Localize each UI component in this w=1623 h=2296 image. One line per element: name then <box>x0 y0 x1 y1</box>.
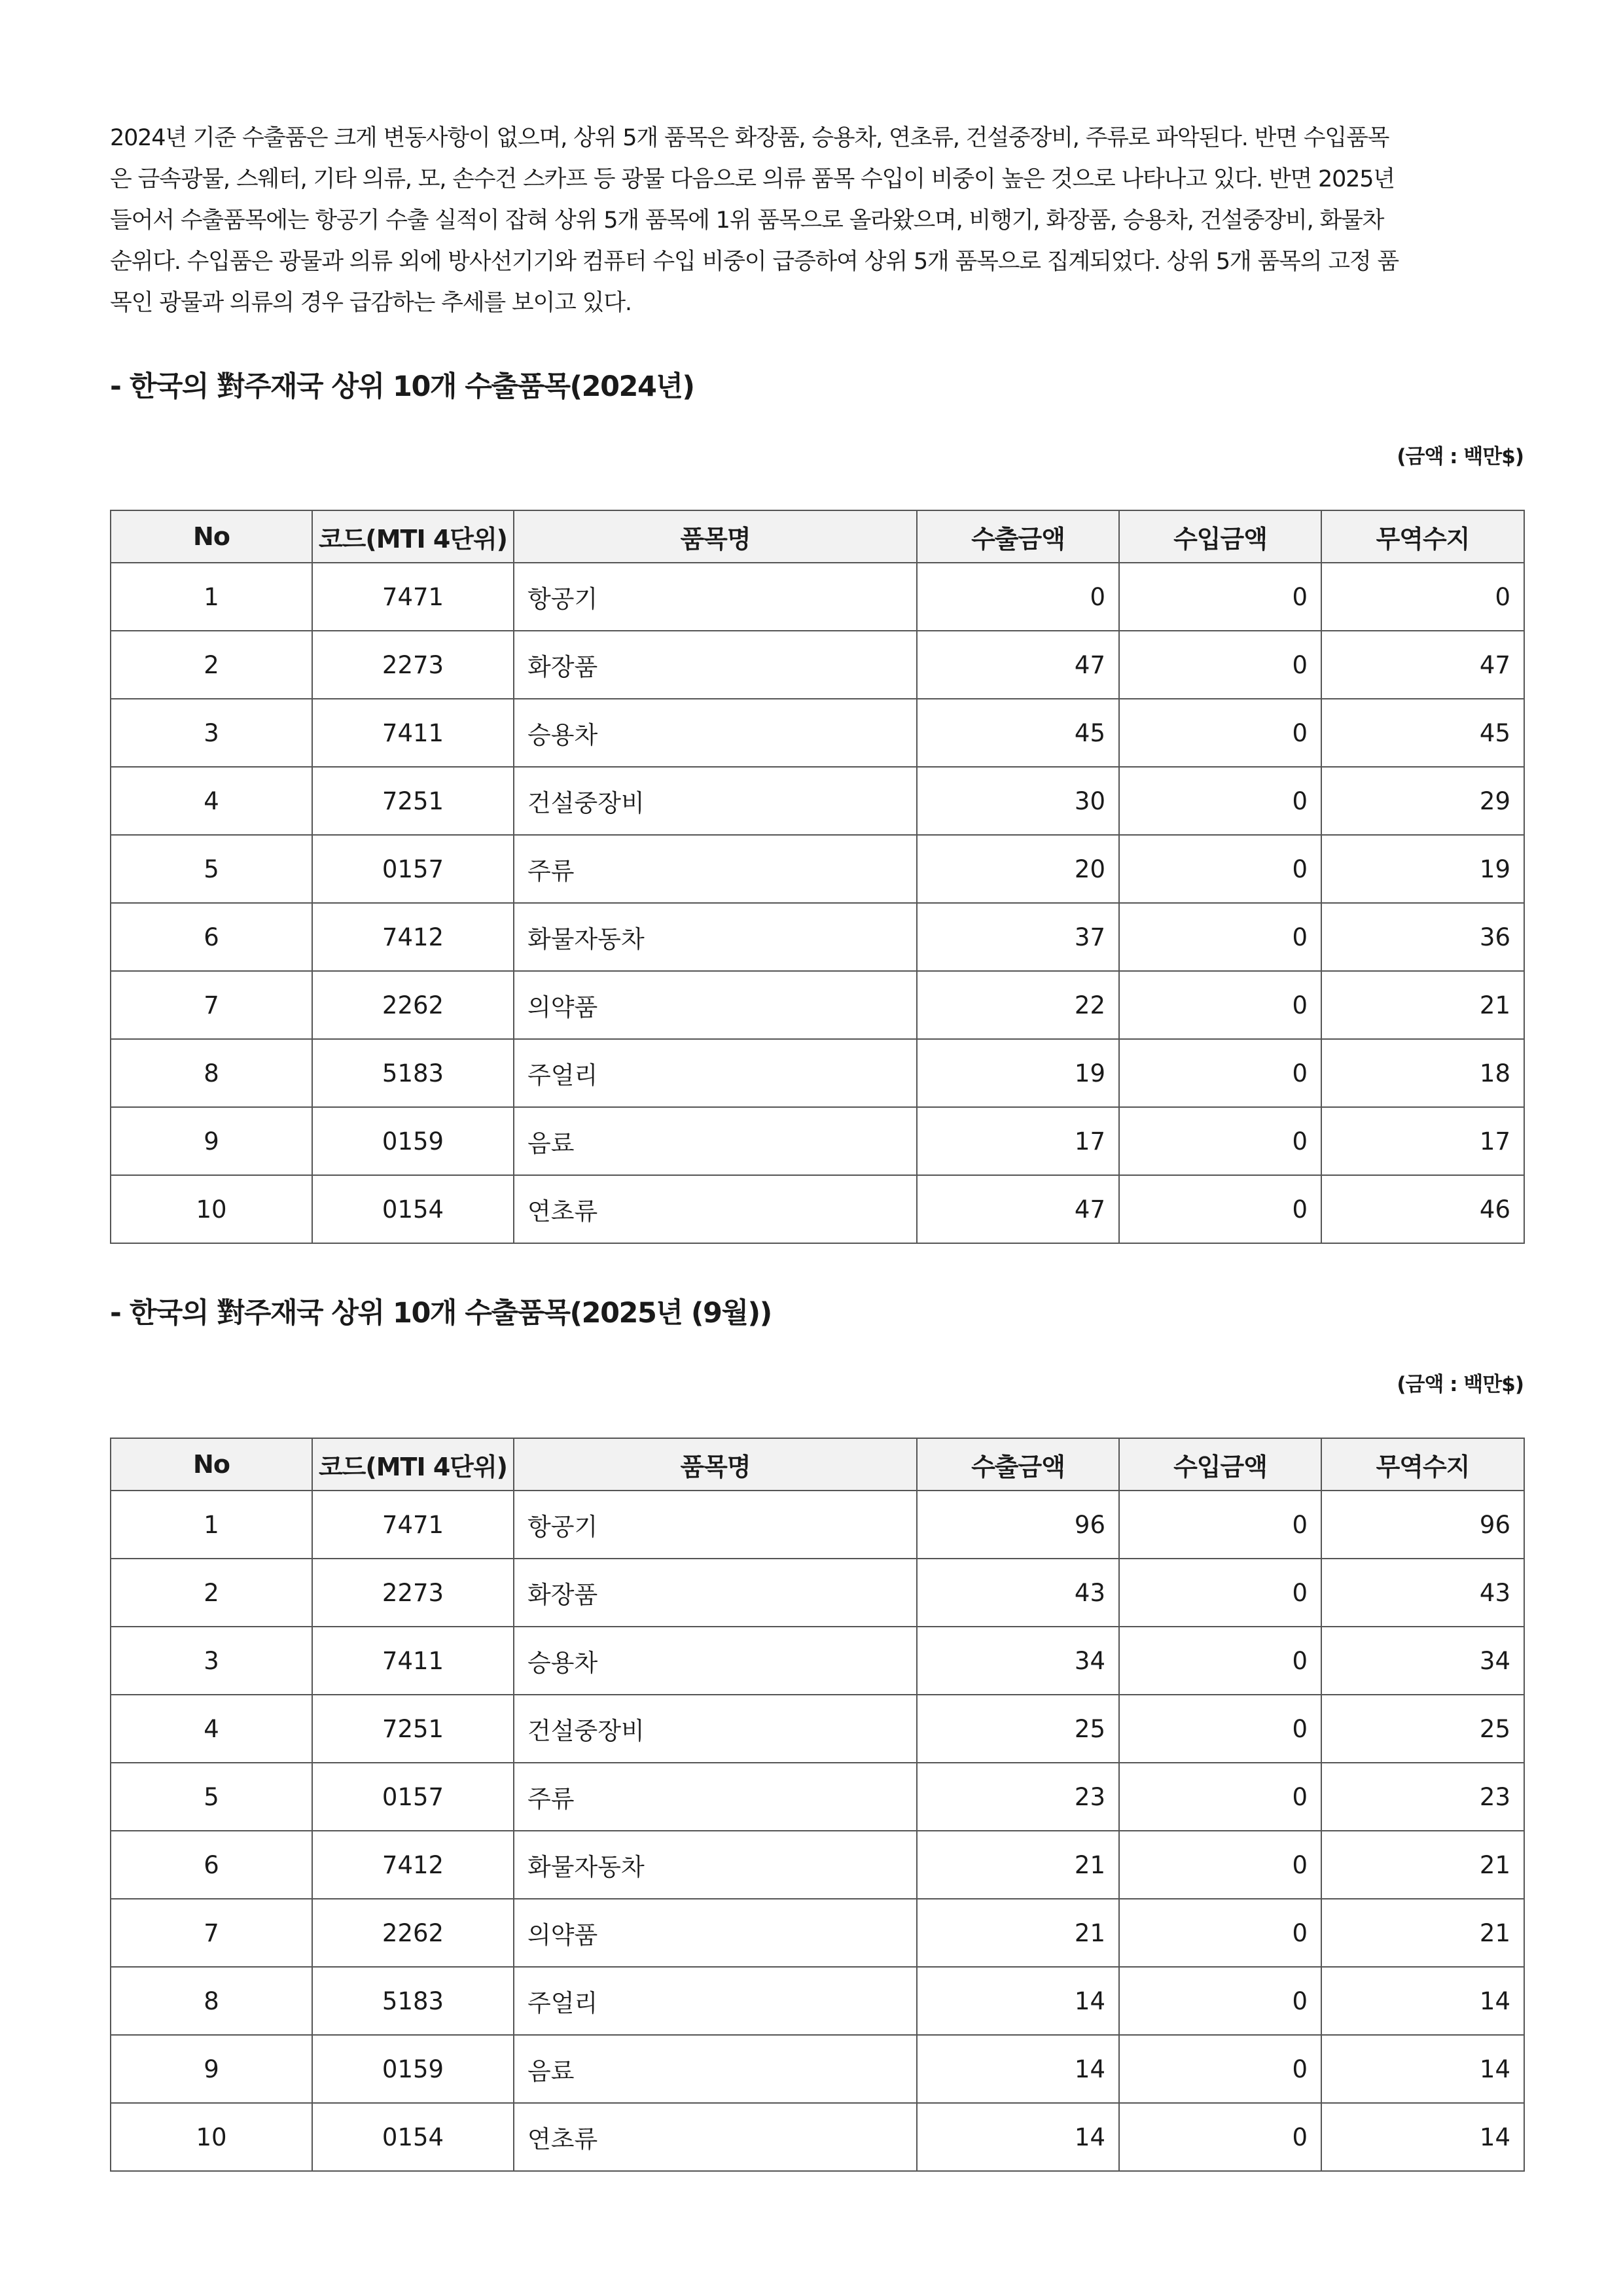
col-header-item: 품목명 <box>514 1438 917 1491</box>
cell-no: 8 <box>111 1967 312 2035</box>
cell-no: 1 <box>111 563 312 631</box>
cell-code: 0154 <box>312 2103 514 2171</box>
cell-item: 화장품 <box>514 1559 917 1627</box>
table-row <box>111 971 1524 1039</box>
cell-export: 34 <box>917 1627 1119 1695</box>
cell-balance: 23 <box>1321 1763 1524 1831</box>
col-header-export: 수출금액 <box>917 510 1119 563</box>
cell-import: 0 <box>1119 631 1321 699</box>
cell-item: 항공기 <box>514 563 917 631</box>
cell-import: 0 <box>1119 971 1321 1039</box>
table-row <box>111 1695 1524 1763</box>
cell-import: 0 <box>1119 1967 1321 2035</box>
export-table-2025 <box>110 1438 1525 2172</box>
cell-code: 7411 <box>312 1627 514 1695</box>
col-header-item: 품목명 <box>514 510 917 563</box>
cell-item: 연초류 <box>514 1175 917 1243</box>
intro-line: 은 금속광물, 스웨터, 기타 의류, 모, 손수건 스카프 등 광물 다음으로 의류 품목 수입이 비중이 높은 것으로 나타나고 있다. 반면 2025년 <box>110 166 1395 192</box>
cell-export: 21 <box>917 1831 1119 1899</box>
cell-import: 0 <box>1119 903 1321 971</box>
cell-balance: 34 <box>1321 1627 1524 1695</box>
cell-export: 14 <box>917 1967 1119 2035</box>
intro-line: 순위다. 수입품은 광물과 의류 외에 방사선기기와 컴퓨터 수입 비중이 급증하여 상위 5개 품목으로 집계되었다. 상위 5개 품목의 고정 품 <box>110 249 1399 275</box>
table-row <box>111 699 1524 767</box>
cell-item: 연초류 <box>514 2103 917 2171</box>
cell-import: 0 <box>1119 1175 1321 1243</box>
cell-balance: 14 <box>1321 1967 1524 2035</box>
cell-no: 9 <box>111 2035 312 2103</box>
cell-balance: 21 <box>1321 1831 1524 1899</box>
intro-line: 2024년 기준 수출품은 크게 변동사항이 없으며, 상위 5개 품목은 화장품, 승용차, 연초류, 건설중장비, 주류로 파악된다. 반면 수입품목 <box>110 125 1389 151</box>
col-header-import: 수입금액 <box>1119 1438 1321 1491</box>
table-row <box>111 1491 1524 1559</box>
cell-balance: 43 <box>1321 1559 1524 1627</box>
cell-balance: 19 <box>1321 835 1524 903</box>
cell-balance: 29 <box>1321 767 1524 835</box>
cell-code: 2262 <box>312 971 514 1039</box>
section-title-2024: - 한국의 對주재국 상위 10개 수출품목(2024년) <box>110 370 694 403</box>
cell-code: 5183 <box>312 1039 514 1107</box>
document-page <box>110 0 1524 2172</box>
cell-import: 0 <box>1119 699 1321 767</box>
cell-item: 화장품 <box>514 631 917 699</box>
cell-no: 2 <box>111 631 312 699</box>
cell-balance: 47 <box>1321 631 1524 699</box>
cell-balance: 45 <box>1321 699 1524 767</box>
col-header-code: 코드(MTI 4단위) <box>312 1438 514 1491</box>
cell-no: 1 <box>111 1491 312 1559</box>
cell-import: 0 <box>1119 1559 1321 1627</box>
cell-item: 주류 <box>514 1763 917 1831</box>
cell-code: 7412 <box>312 1831 514 1899</box>
cell-balance: 18 <box>1321 1039 1524 1107</box>
cell-export: 21 <box>917 1899 1119 1967</box>
intro-paragraph <box>110 118 1524 324</box>
cell-import: 0 <box>1119 1763 1321 1831</box>
col-header-no: No <box>111 1438 312 1491</box>
cell-item: 건설중장비 <box>514 1695 917 1763</box>
section-title-2025: - 한국의 對주재국 상위 10개 수출품목(2025년 (9월)) <box>110 1297 772 1330</box>
cell-no: 10 <box>111 1175 312 1243</box>
cell-balance: 21 <box>1321 1899 1524 1967</box>
cell-import: 0 <box>1119 1695 1321 1763</box>
col-header-export: 수출금액 <box>917 1438 1119 1491</box>
cell-item: 승용차 <box>514 699 917 767</box>
cell-balance: 0 <box>1321 563 1524 631</box>
cell-export: 19 <box>917 1039 1119 1107</box>
col-header-no: No <box>111 510 312 563</box>
cell-export: 37 <box>917 903 1119 971</box>
cell-no: 5 <box>111 835 312 903</box>
col-header-import: 수입금액 <box>1119 510 1321 563</box>
cell-code: 0159 <box>312 2035 514 2103</box>
cell-no: 3 <box>111 1627 312 1695</box>
cell-no: 6 <box>111 1831 312 1899</box>
cell-item: 화물자동차 <box>514 1831 917 1899</box>
cell-export: 20 <box>917 835 1119 903</box>
cell-no: 7 <box>111 971 312 1039</box>
unit-note-2025: (금액 : 백만$) <box>1397 1373 1524 1396</box>
cell-item: 음료 <box>514 2035 917 2103</box>
table-row <box>111 1967 1524 2035</box>
cell-code: 7411 <box>312 699 514 767</box>
cell-no: 8 <box>111 1039 312 1107</box>
table-row <box>111 767 1524 835</box>
cell-code: 7251 <box>312 1695 514 1763</box>
table-row <box>111 835 1524 903</box>
table-row <box>111 631 1524 699</box>
cell-no: 9 <box>111 1107 312 1175</box>
cell-code: 0157 <box>312 835 514 903</box>
cell-import: 0 <box>1119 1107 1321 1175</box>
cell-export: 47 <box>917 631 1119 699</box>
table-row <box>111 2035 1524 2103</box>
cell-code: 7251 <box>312 767 514 835</box>
cell-code: 0159 <box>312 1107 514 1175</box>
cell-item: 주얼리 <box>514 1967 917 2035</box>
cell-item: 주류 <box>514 835 917 903</box>
col-header-code: 코드(MTI 4단위) <box>312 510 514 563</box>
cell-no: 10 <box>111 2103 312 2171</box>
cell-balance: 25 <box>1321 1695 1524 1763</box>
cell-import: 0 <box>1119 2035 1321 2103</box>
cell-balance: 46 <box>1321 1175 1524 1243</box>
cell-balance: 17 <box>1321 1107 1524 1175</box>
col-header-balance: 무역수지 <box>1321 1438 1524 1491</box>
table-header-row <box>111 1438 1524 1491</box>
cell-import: 0 <box>1119 563 1321 631</box>
cell-import: 0 <box>1119 2103 1321 2171</box>
cell-export: 17 <box>917 1107 1119 1175</box>
cell-no: 5 <box>111 1763 312 1831</box>
cell-item: 화물자동차 <box>514 903 917 971</box>
table-row <box>111 1627 1524 1695</box>
cell-export: 43 <box>917 1559 1119 1627</box>
cell-import: 0 <box>1119 1899 1321 1967</box>
cell-item: 건설중장비 <box>514 767 917 835</box>
table-row <box>111 1763 1524 1831</box>
cell-code: 2262 <box>312 1899 514 1967</box>
intro-line: 들어서 수출품목에는 항공기 수출 실적이 잡혀 상위 5개 품목에 1위 품목으로 올라왔으며, 비행기, 화장품, 승용차, 건설중장비, 화물차 <box>110 207 1384 234</box>
cell-export: 14 <box>917 2103 1119 2171</box>
table-row <box>111 1559 1524 1627</box>
cell-export: 25 <box>917 1695 1119 1763</box>
cell-no: 6 <box>111 903 312 971</box>
cell-export: 22 <box>917 971 1119 1039</box>
cell-code: 7412 <box>312 903 514 971</box>
cell-no: 2 <box>111 1559 312 1627</box>
cell-item: 항공기 <box>514 1491 917 1559</box>
cell-code: 2273 <box>312 631 514 699</box>
table-row <box>111 903 1524 971</box>
cell-export: 30 <box>917 767 1119 835</box>
cell-balance: 14 <box>1321 2103 1524 2171</box>
table-row <box>111 2103 1524 2171</box>
cell-item: 음료 <box>514 1107 917 1175</box>
cell-export: 0 <box>917 563 1119 631</box>
cell-code: 0157 <box>312 1763 514 1831</box>
export-table-2024 <box>110 510 1525 1244</box>
cell-item: 주얼리 <box>514 1039 917 1107</box>
cell-item: 의약품 <box>514 971 917 1039</box>
table-row <box>111 1831 1524 1899</box>
unit-note-2024: (금액 : 백만$) <box>1397 445 1524 468</box>
cell-balance: 36 <box>1321 903 1524 971</box>
cell-no: 4 <box>111 1695 312 1763</box>
intro-line: 목인 광물과 의류의 경우 급감하는 추세를 보이고 있다. <box>110 290 632 316</box>
cell-import: 0 <box>1119 1039 1321 1107</box>
cell-item: 의약품 <box>514 1899 917 1967</box>
cell-code: 0154 <box>312 1175 514 1243</box>
table-header-row <box>111 510 1524 563</box>
cell-balance: 14 <box>1321 2035 1524 2103</box>
table-row <box>111 1899 1524 1967</box>
cell-code: 5183 <box>312 1967 514 2035</box>
cell-export: 96 <box>917 1491 1119 1559</box>
cell-import: 0 <box>1119 1627 1321 1695</box>
cell-import: 0 <box>1119 1831 1321 1899</box>
cell-export: 47 <box>917 1175 1119 1243</box>
cell-balance: 96 <box>1321 1491 1524 1559</box>
cell-code: 2273 <box>312 1559 514 1627</box>
col-header-balance: 무역수지 <box>1321 510 1524 563</box>
table-row <box>111 1107 1524 1175</box>
cell-import: 0 <box>1119 767 1321 835</box>
cell-no: 3 <box>111 699 312 767</box>
cell-code: 7471 <box>312 1491 514 1559</box>
cell-item: 승용차 <box>514 1627 917 1695</box>
cell-export: 23 <box>917 1763 1119 1831</box>
cell-no: 4 <box>111 767 312 835</box>
cell-code: 7471 <box>312 563 514 631</box>
cell-import: 0 <box>1119 835 1321 903</box>
table-row <box>111 1039 1524 1107</box>
cell-no: 7 <box>111 1899 312 1967</box>
cell-import: 0 <box>1119 1491 1321 1559</box>
table-row <box>111 563 1524 631</box>
cell-export: 14 <box>917 2035 1119 2103</box>
table-row <box>111 1175 1524 1243</box>
cell-balance: 21 <box>1321 971 1524 1039</box>
cell-export: 45 <box>917 699 1119 767</box>
